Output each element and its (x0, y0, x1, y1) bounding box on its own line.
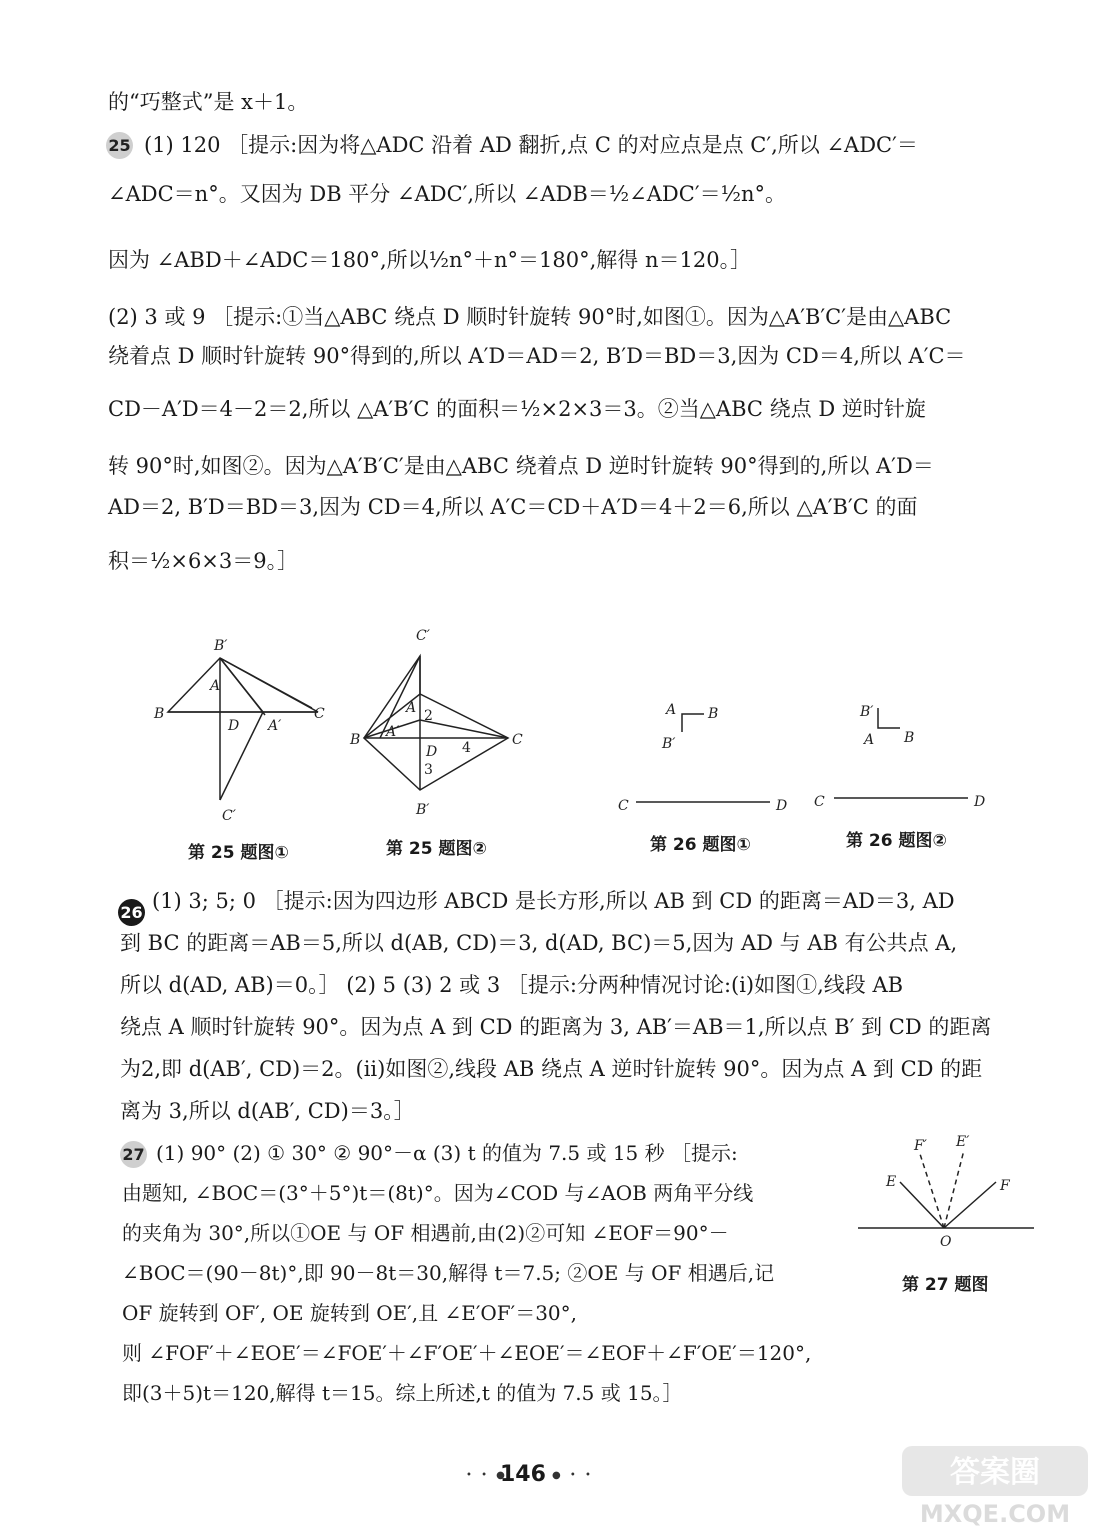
label: A′ (268, 718, 282, 734)
label: D (228, 718, 240, 734)
label: 3 (424, 762, 433, 778)
label: 2 (424, 708, 433, 724)
svg-text:答案圈: 答案圈 (950, 1455, 1040, 1490)
text-line: 则 ∠FOF′＋∠EOE′＝∠FOE′＋∠F′OE′＋∠EOE′＝∠EOF＋∠F′OE′＝120°, (122, 1341, 812, 1365)
figure-26-1 (612, 690, 802, 820)
figure-caption: 第 25 题图① (188, 843, 289, 863)
label: B (154, 706, 165, 722)
label: B (904, 730, 915, 746)
label: E′ (956, 1134, 970, 1150)
page-number: 146 (500, 1462, 546, 1487)
label: C′ (416, 628, 430, 644)
text-line: (1) 3; 5; 0 ［提示:因为四边形 ABCD 是长方形,所以 AB 到 CD 的距离＝AD＝3, AD (152, 889, 955, 913)
text-line: 转 90°时,如图②。因为△A′B′C′是由△ABC 绕着点 D 逆时针旋转 90°得到的,所以 A′D＝ (108, 454, 934, 478)
page-dots-right: ● • • (552, 1470, 594, 1481)
label: A′ (386, 724, 400, 740)
label: F′ (914, 1138, 927, 1154)
text-line: 所以 d(AD, AB)＝0。］ (2) 5 (3) 2 或 3 ［提示:分两种情况讨论:(i)如图①,线段 AB (120, 973, 904, 997)
text-line: ∠BOC＝(90－8t)°,即 90－8t＝30,解得 t＝7.5; ②OE 与 OF 相遇后,记 (122, 1261, 775, 1285)
label: C (814, 794, 825, 810)
question-number-badge: 27 (120, 1141, 147, 1168)
question-number-badge: 26 (118, 899, 145, 926)
label: C (512, 732, 523, 748)
label: C (618, 798, 629, 814)
text-line: 绕点 A 顺时针旋转 90°。因为点 A 到 CD 的距离为 3, AB′＝AB＝1,所以点 B′ 到 CD 的距离 (120, 1015, 992, 1039)
label: C′ (222, 808, 236, 824)
figure-caption: 第 27 题图 (902, 1275, 989, 1295)
label: O (940, 1234, 952, 1250)
label: D (974, 794, 986, 810)
text-line: 离为 3,所以 d(AB′, CD)＝3。］ (120, 1099, 415, 1123)
text-line: 的夹角为 30°,所以①OE 与 OF 相遇前,由(2)②可知 ∠EOF＝90°－ (122, 1221, 729, 1245)
text-line: 由题知, ∠BOC＝(3°＋5°)t＝(8t)°。因为∠COD 与∠AOB 两角平分线 (122, 1181, 754, 1205)
text-line: (1) 120 ［提示:因为将△ADC 沿着 AD 翻折,点 C 的对应点是点 C′,所以 ∠ADC′＝ (144, 133, 918, 157)
figure-caption: 第 25 题图② (386, 839, 487, 859)
text-line: CD－A′D＝4－2＝2,所以 △A′B′C 的面积＝½×2×3＝3。②当△ABC 绕点 D 逆时针旋 (108, 397, 926, 421)
label: 4 (462, 740, 471, 756)
text-line: OF 旋转到 OF′, OE 旋转到 OE′,且 ∠E′OF′＝30°, (122, 1301, 577, 1325)
watermark-logo (900, 1440, 1090, 1530)
text-line: 因为 ∠ABD＋∠ADC＝180°,所以½n°＋n°＝180°,解得 n＝120。］ (108, 248, 752, 272)
label: E (886, 1174, 897, 1190)
label: A (864, 732, 875, 748)
figure-25-2 (340, 620, 540, 830)
label: D (776, 798, 788, 814)
label: D (426, 744, 438, 760)
text-line: 即(3＋5)t＝120,解得 t＝15。综上所述,t 的值为 7.5 或 15。］ (122, 1381, 683, 1405)
label: B′ (214, 638, 228, 654)
label: F (1000, 1178, 1010, 1194)
svg-text:MXQE.COM: MXQE.COM (919, 1500, 1071, 1528)
label: B′ (416, 802, 430, 818)
label: A (406, 700, 417, 716)
figure-26-2 (810, 690, 1000, 820)
text-line: AD＝2, B′D＝BD＝3,因为 CD＝4,所以 A′C＝CD＋A′D＝4＋2＝6,所以 △A′B′C 的面 (108, 495, 918, 519)
label: B (708, 706, 719, 722)
text-line: 的“巧整式”是 x＋1。 (108, 90, 309, 114)
question-number-badge: 25 (106, 132, 133, 159)
page-dots-left: • • ● (466, 1470, 508, 1481)
text-line: 绕着点 D 顺时针旋转 90°得到的,所以 A′D＝AD＝2, B′D＝BD＝3,因为 CD＝4,所以 A′C＝ (108, 344, 966, 368)
text-line: 到 BC 的距离＝AB＝5,所以 d(AB, CD)＝3, d(AD, BC)＝5,因为 AD 与 AB 有公共点 A, (120, 931, 958, 955)
text-line: 积＝½×6×3＝9。］ (108, 549, 299, 573)
label: B′ (662, 736, 676, 752)
label: B (350, 732, 361, 748)
label: A (210, 678, 221, 694)
label: B′ (860, 704, 874, 720)
label: A (666, 702, 677, 718)
text-line: 为2,即 d(AB′, CD)＝2。(ii)如图②,线段 AB 绕点 A 逆时针旋转 90°。因为点 A 到 CD 的距 (120, 1057, 983, 1081)
label: C (314, 706, 325, 722)
text-line: (2) 3 或 9 ［提示:①当△ABC 绕点 D 顺时针旋转 90°时,如图①。因为△A′B′C′是由△ABC (108, 305, 952, 329)
text-line: (1) 90° (2) ① 30° ② 90°－α (3) t 的值为 7.5 或 15 秒 ［提示: (156, 1141, 738, 1165)
text-line: ∠ADC＝n°。又因为 DB 平分 ∠ADC′,所以 ∠ADB＝½∠ADC′＝½n°。 (108, 182, 786, 206)
figure-25-1 (140, 630, 340, 830)
figure-caption: 第 26 题图② (846, 831, 947, 851)
figure-caption: 第 26 题图① (650, 835, 751, 855)
figure-27 (856, 1132, 1046, 1262)
